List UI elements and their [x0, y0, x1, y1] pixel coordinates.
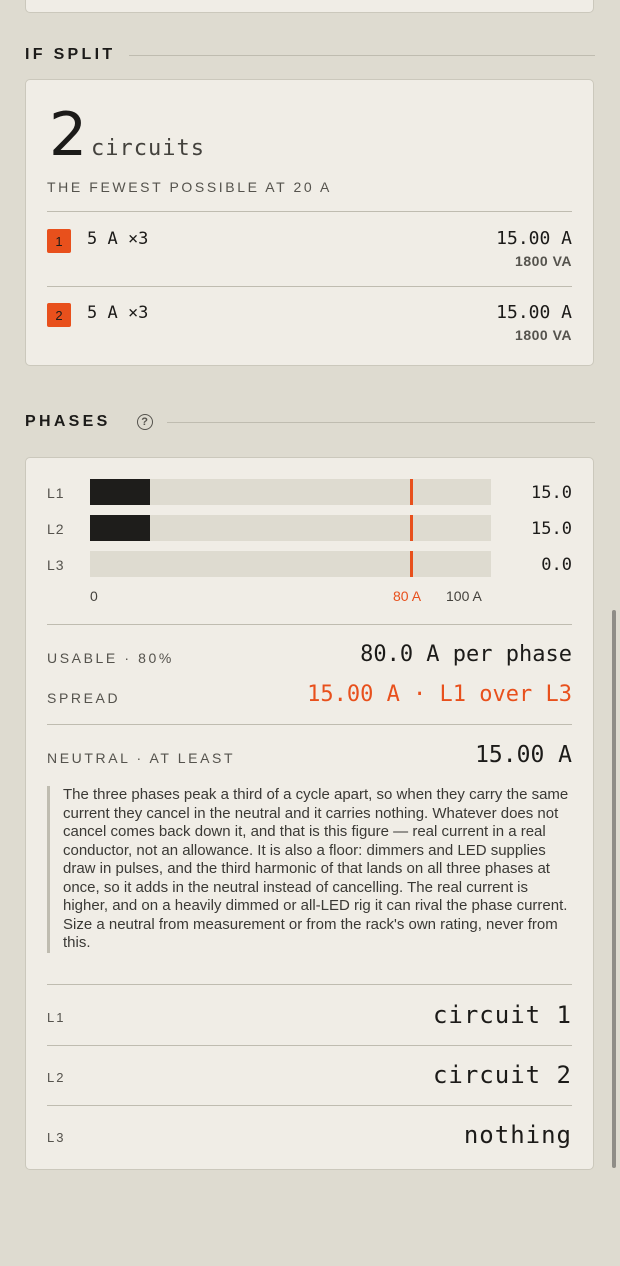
circuit-count: 2	[49, 100, 88, 170]
neutral-value: 15.00 A	[475, 742, 572, 768]
circuit-badge: 1	[47, 229, 71, 253]
spread-label: SPREAD	[47, 690, 121, 706]
phases-section-header	[25, 413, 595, 431]
scrollbar[interactable]	[612, 610, 616, 1168]
circuit-desc: 5 A ×3	[87, 303, 149, 323]
split-card	[25, 79, 594, 366]
circuit-va: 1800 VA	[515, 327, 572, 343]
divider	[47, 624, 572, 625]
section-rule	[167, 422, 595, 423]
neutral-note: The three phases peak a third of a cycle apart, so when they carry the same current they cancel in the neutral and it carries nothing. Whatever does not cancel comes back down it, and that is this figure — real current in a real conductor, not an allowance. It is also a floor: dimmers and LED supplies draw in pulses, and the third harmonic of that lands on all three phases at once, so it adds in the neutral instead of cancelling. The real current is higher, and on a heavily dimmed or all-LED rig it can rival the phase current. Size a neutral from measurement or from the rack's own rating, never from this.	[47, 786, 570, 953]
circuit-desc: 5 A ×3	[87, 229, 149, 249]
phase-label: L1	[47, 485, 65, 501]
phase-bar-fill	[90, 515, 150, 541]
neutral-label: NEUTRAL · AT LEAST	[47, 750, 236, 766]
axis-min-label: 0	[90, 588, 98, 604]
spread-value: 15.00 A · L1 over L3	[307, 682, 572, 707]
limit-marker	[410, 515, 413, 541]
phases-card	[25, 457, 594, 1170]
assignment-circuit: nothing	[463, 1121, 572, 1149]
limit-marker	[410, 551, 413, 577]
split-caption: THE FEWEST POSSIBLE AT 20 A	[47, 179, 332, 195]
previous-card	[25, 0, 594, 13]
phases-section-title: PHASES	[25, 413, 111, 430]
usable-label: USABLE · 80%	[47, 650, 174, 666]
divider	[47, 984, 572, 985]
circuit-amps: 15.00 A	[496, 228, 572, 249]
assignment-circuit: circuit 1	[432, 1001, 572, 1029]
divider	[47, 724, 572, 725]
phase-value: 0.0	[541, 555, 572, 575]
assignment-phase: L1	[47, 1010, 66, 1025]
phase-value: 15.0	[531, 483, 572, 503]
circuit-badge: 2	[47, 303, 71, 327]
usable-value: 80.0 A per phase	[360, 642, 572, 667]
phase-value: 15.0	[531, 519, 572, 539]
phase-bar-track	[90, 551, 491, 577]
help-icon[interactable]: ?	[137, 414, 153, 430]
assignment-phase: L2	[47, 1070, 66, 1085]
divider	[47, 211, 572, 212]
axis-max-label: 100 A	[446, 588, 482, 604]
assignment-circuit: circuit 2	[432, 1061, 572, 1089]
circuit-amps: 15.00 A	[496, 302, 572, 323]
phase-bar-fill	[90, 479, 150, 505]
divider	[47, 286, 572, 287]
split-section-title: IF SPLIT	[25, 46, 116, 63]
circuit-va: 1800 VA	[515, 253, 572, 269]
split-section-header	[25, 46, 595, 64]
limit-marker	[410, 479, 413, 505]
circuit-count-unit: circuits	[91, 136, 205, 161]
section-rule	[129, 55, 595, 56]
divider	[47, 1105, 572, 1106]
assignment-phase: L3	[47, 1130, 66, 1145]
axis-limit-label: 80 A	[393, 588, 422, 604]
phase-label: L2	[47, 521, 65, 537]
phase-label: L3	[47, 557, 65, 573]
phase-bar-track	[90, 479, 491, 505]
divider	[47, 1045, 572, 1046]
phase-bar-track	[90, 515, 491, 541]
